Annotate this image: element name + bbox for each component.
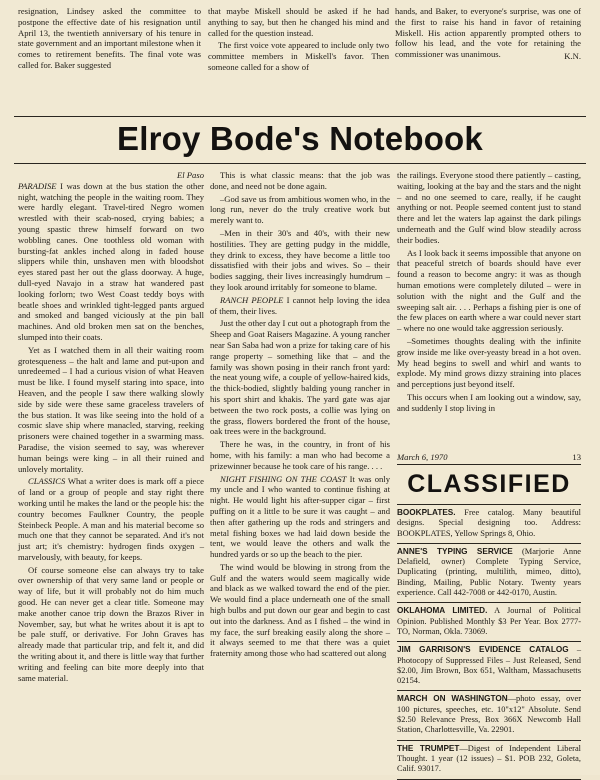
paragraph	[18, 345, 204, 475]
section-heading: PARADISE	[18, 180, 57, 191]
ad-name: BOOKPLATES.	[397, 508, 456, 517]
paragraph	[397, 248, 581, 334]
paragraph	[397, 170, 581, 246]
paragraph	[18, 181, 204, 343]
author-signature: K.N.	[564, 50, 581, 61]
paragraph	[210, 170, 390, 192]
classified-ad	[397, 603, 581, 642]
classified-ad	[397, 544, 581, 603]
ad-name: OKLAHOMA LIMITED.	[397, 606, 488, 616]
top-article-column-3	[395, 6, 581, 62]
paragraph-text: This is what classic means: that the job was done, and need not be done again.	[210, 170, 390, 191]
section-heading: RANCH PEOPLE	[220, 294, 284, 305]
ad-text: (Marjorie Anne Delafield, owner) Complete Typing Service, Duplicating (printing, multilith, mimeo, ditto), Binding, Mailing, Public Notary. Twenty years experience. Call 442-7008 or 442-0170, Austin.	[397, 546, 581, 598]
divider-rule	[14, 163, 586, 164]
page-number: 13	[572, 452, 581, 462]
paragraph-text: Just the other day I cut out a photograph from the Sheep and Goat Raisers Magazine. A young rancher near San Saba had won a prize for taking care of his range property – something like that – and the family was shown posing in their ranch front yard: the neat young wife, a couple of yellow-haired kids, the thick-bodied, slightly balding young rancher in his sport shirt and khakis. The yard gate was ajar between the two rock posts, a collie was lying on the grass, flowers bordered the front of the house, oak trees were in the background.	[210, 318, 390, 437]
top-article-text: that maybe Miskell should be asked if he had anything to say, but then he changed his mind and called for the question instead.	[208, 6, 389, 38]
ad-text: A Journal of Political Opinion. Published Monthly $3 Per Year. Box 2777-TO, Norman, Okla. 73069.	[397, 606, 582, 636]
paragraph	[210, 474, 390, 560]
paragraph	[210, 439, 390, 471]
ad-name: ANNE'S TYPING SERVICE	[397, 546, 513, 556]
top-article-text: hands, and Baker, to everyone's surprise, was one of the first to raise his hand in favor of retaining Miskell. His action apparently prompted others to follow his lead, and the vote for retaining the commissioner was unanimous.	[395, 6, 581, 60]
paragraph-text: –Sometimes thoughts dealing with the infinite grow inside me like over-yeasty bread in a hot oven. My head begins to swell and whirl and wants to explode. My mind grows dizzy straining into places and perceptions just beyond itself.	[397, 335, 581, 390]
paragraph	[210, 228, 390, 293]
classified-heading: CLASSIFIED	[407, 470, 571, 498]
paragraph-text: I was down at the bus station the other night, watching the people in the waiting room. They were hardly elegant. Travel-tired Negro women wrestled with their scab-nosed, crying babies; a young spastic threw himself forward on two wobbling canes. One toothless old woman with bursting-fat ankles inched along in faded house slippers while thin, unshaven men with bloodshot eyes stared past her out the glass doorway. A huge, dull-eyed Navajo in a straw hat wandered past looking forlorn; two West Coast teddy boys with beatle shoes and wrinkled tight-legged pants argued and smoked and banged viciously at the pin ball machines. And old broken men sat on the benches, slumped into their coats.	[18, 180, 204, 342]
page-title: Elroy Bode's Notebook	[117, 120, 483, 157]
paragraph-text: –Men in their 30's and 40's, with their new hostilities. They are getting pudgy in the middle, they drink to excess, they have become a little too dissatisfied with their jobs and wives. So – their bodies sagging, their lives increasingly humdrum – they look around irritably for someone to blame.	[210, 227, 390, 292]
section-heading: NIGHT FISHING ON THE COAST	[220, 473, 347, 484]
paragraph-text: What a writer does is mark off a piece of land or a group of people and stay right there working until he makes the land or the people his: the country becomes Faulkner Country, the people Steinbeck People. A man and his material become so much one that they cannot be separated. And it's not just art; it's chemistry: hydrogen finds oxygen – marvelously, with beauty, for keeps.	[18, 476, 204, 562]
paragraph-text: I cannot help loving the idea of them, their lives.	[210, 294, 390, 316]
ad-name: THE TRUMPET	[397, 743, 460, 753]
issue-date: March 6, 1970	[397, 452, 448, 462]
classified-ad	[397, 504, 581, 544]
paragraph-text: As I look back it seems impossible that anyone on that peaceful stretch of boards should have ever found a reason to become angry: it was as though human emotions were completely diluted – were in solution with the night and the Gulf and the sweeping salt air. . . . Perhaps a fishing pier is one of the few places on earth where a war could never start – where no one would take aggression seriously.	[397, 247, 581, 334]
notebook-column-2	[210, 170, 390, 661]
paragraph-text: The wind would be blowing in strong from the Gulf and the waters would seem magically wide and black as we walked toward the end of the pier. We would find a place underneath one of the small high bulbs and put down our gear and begin to cast out into the darkness. And as I fished – the wind in my face, the surf breaking easily along the shore – it always seemed to me that there was a quiet fraternity among those who had scattered out along	[210, 561, 390, 659]
top-article-column-1	[18, 6, 201, 73]
top-article-column-2	[208, 6, 389, 75]
paragraph-text: There he was, in the country, in front of his home, with his family: a man who had become a prizewinner because he took care of his range. . . .	[210, 439, 390, 471]
paragraph	[210, 194, 390, 226]
ad-text: —Digest of Independent Liberal Thought. 1 year (12 issues) – $1. POB 232, Goleta, Calif. 93017.	[397, 743, 581, 774]
paragraph	[397, 392, 581, 414]
notebook-column-1	[18, 170, 204, 685]
ad-name: MARCH ON WASHINGTON	[397, 694, 508, 704]
paragraph	[210, 562, 390, 659]
paragraph-text: –God save us from ambitious women who, in the long run, never do the truly creative work but merely want to.	[210, 193, 390, 226]
classified-ad	[397, 741, 581, 780]
ad-text: – Photocopy of Suppressed Files – Just Released, Send $2.00, Jim Brown, Box 651, Waltham, Massachusetts 02154.	[397, 645, 582, 686]
paragraph-text: It was only my uncle and I who wanted to continue fishing at night. He would light his after-supper cigar – first puffing on it a little to be sure it was caught – and then after gathering up the rods and stringers and metal fishing boxes we had laid down beside the tent, we would leave the others and walk the hundred yards or so up the beach to the pier.	[210, 473, 390, 560]
paragraph	[210, 318, 390, 437]
paragraph	[18, 476, 204, 562]
paragraph-text: Yet as I watched them in all their waiting room grotesqueness – the halt and lame and put-upon and unredeemed – I had a curious vision of what Heaven must be like. I found myself staring into space, into Heaven, and the people I saw there walking slowly side by side were these same graceless travelers of the bus station. It was like seeing into the hold of a cosmic slave ship where manacled, starving, reeking prisoners were chained together in a swarming mass. Paradise, the vision seemed to say, was wherever human beings were king – in all their ruined and unlovely mortality.	[18, 344, 204, 474]
page-footer	[397, 452, 581, 462]
divider-rule	[14, 116, 586, 117]
classified-ad	[397, 691, 581, 740]
ad-text: Free catalog. Many beautiful designs. Special designing too. Address: BOOKPLATES, Yellow Springs 8, Ohio.	[397, 508, 581, 538]
ad-text: —photo essay, over 100 pictures, speeches, etc. 10"x12" Absolute. Send $2.50 Relevance Press, Box 366X Newcomb Hall Station, Charlottesville, Va. 22901.	[397, 694, 581, 735]
divider-rule	[397, 464, 581, 465]
paragraph-text: the railings. Everyone stood there patiently – casting, waiting, looking at the bay and the stars and the night – and no one seemed to care, really, if he caught anything or not. People seemed content just to stand there and let the waters lap against the dark pilings underneath and the Gulf wind blow steadily across their bodies.	[397, 170, 582, 245]
top-article-text: The first voice vote appeared to include only two committee members in Miskell's favor. Then someone called for a show of	[208, 40, 389, 72]
notebook-column-3	[397, 170, 581, 416]
ad-name: JIM GARRISON'S EVIDENCE CATALOG	[397, 645, 569, 655]
dateline: El Paso	[177, 170, 204, 180]
section-heading: CLASSICS	[28, 476, 66, 487]
paragraph-text: Of course someone else can always try to take over ownership of that very same land or people or way of life, but it will probably not do him much good. He can never get a clear title. Someone may make another canoe trip down the Brazos River in November, say, but what he writes about it is apt to be pale stuff, or derivative. For John Graves has already made that particular trip, and felt it, and did the writing about it, and there is little way that further writing and feeling can bite more deeply into that same material.	[18, 564, 204, 683]
classified-ad	[397, 642, 581, 691]
paragraph	[18, 565, 204, 684]
top-article-text: resignation, Lindsey asked the committee to postpone the effective date of his resignation until April 13, the twentieth anniversary of his tenure in state government and an important milestone when it comes to retirement benefits. The final vote was called for. Baker suggested	[18, 6, 201, 70]
paragraph	[397, 336, 581, 390]
classified-ads-list	[397, 504, 581, 780]
paragraph-text: This occurs when I am looking out a window, say, and suddenly I stop living in	[397, 391, 581, 413]
paragraph	[210, 295, 390, 317]
